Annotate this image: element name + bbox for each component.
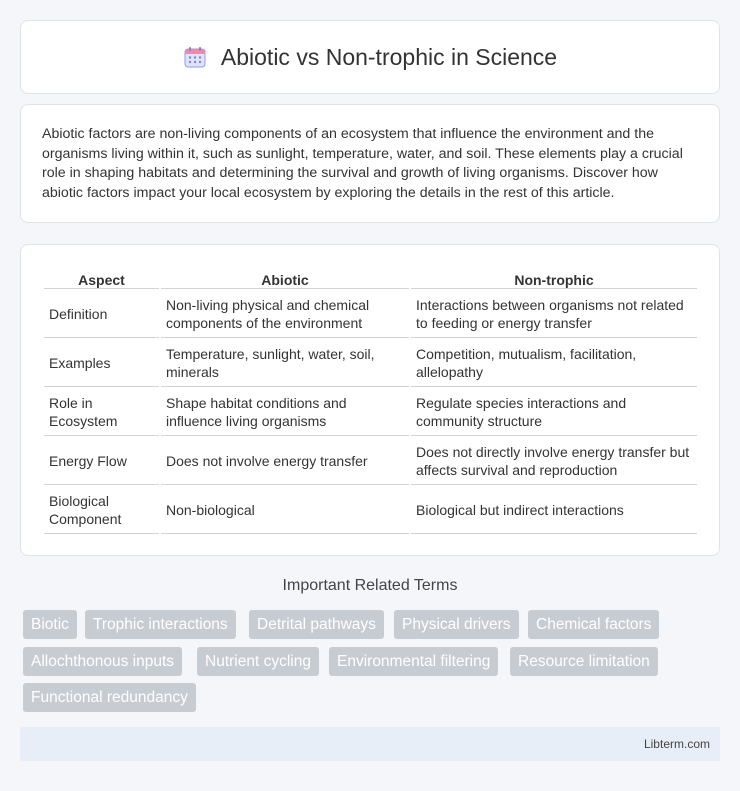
cell-aspect: Role in Ecosystem bbox=[44, 389, 159, 436]
table-row bbox=[44, 438, 697, 485]
cell-non-trophic: Interactions between organisms not related to feeding or energy transfer bbox=[411, 291, 697, 338]
intro-text: Abiotic factors are non-living components of an ecosystem that influence the environment and the organisms living within it, such as sunlight, temperature, water, and soil. These elements play a crucial role in shaping habitats and determining the survival and growth of living organisms. Discover how abiotic factors impact your local ecosystem by exploring the details in the rest of this article. bbox=[42, 126, 683, 201]
cell-non-trophic: Does not directly involve energy transfer but affects survival and reproduction bbox=[411, 438, 697, 485]
header-non-trophic: Non-trophic bbox=[411, 267, 697, 289]
tag-physical-drivers[interactable]: Physical drivers bbox=[394, 610, 519, 639]
related-terms-title: Important Related Terms bbox=[282, 577, 458, 594]
cell-abiotic: Non-living physical and chemical components of the environment bbox=[161, 291, 409, 338]
cell-non-trophic: Regulate species interactions and community structure bbox=[411, 389, 697, 436]
cell-aspect: Biological Component bbox=[44, 487, 159, 534]
tag-detrital-pathways[interactable]: Detrital pathways bbox=[249, 610, 384, 639]
header-abiotic: Abiotic bbox=[161, 267, 409, 289]
tag-chemical-factors[interactable]: Chemical factors bbox=[528, 610, 659, 639]
header-aspect: Aspect bbox=[44, 267, 159, 289]
comparison-table-card bbox=[20, 244, 720, 556]
footer bbox=[20, 727, 720, 761]
header-card bbox=[20, 20, 720, 94]
tag-trophic-interactions[interactable]: Trophic interactions bbox=[85, 610, 236, 639]
table-header-row bbox=[44, 267, 697, 289]
tag-biotic[interactable]: Biotic bbox=[23, 610, 77, 639]
tag-environmental-filtering[interactable]: Environmental filtering bbox=[329, 647, 498, 676]
cell-aspect: Energy Flow bbox=[44, 438, 159, 485]
cell-abiotic: Temperature, sunlight, water, soil, minerals bbox=[161, 340, 409, 387]
tag-allochthonous-inputs[interactable]: Allochthonous inputs bbox=[23, 647, 182, 676]
tag-functional-redundancy[interactable]: Functional redundancy bbox=[23, 683, 196, 712]
tag-nutrient-cycling[interactable]: Nutrient cycling bbox=[197, 647, 319, 676]
page-title: Abiotic vs Non-trophic in Science bbox=[220, 43, 558, 70]
calendar-icon bbox=[183, 45, 207, 69]
cell-aspect: Definition bbox=[44, 291, 159, 338]
cell-non-trophic: Biological but indirect interactions bbox=[411, 487, 697, 534]
cell-abiotic: Non-biological bbox=[161, 487, 409, 534]
table-row bbox=[44, 487, 697, 534]
comparison-table bbox=[42, 265, 699, 536]
table-row bbox=[44, 340, 697, 387]
footer-site-link[interactable]: Libterm.com bbox=[643, 737, 710, 751]
table-row bbox=[44, 389, 697, 436]
cell-aspect: Examples bbox=[44, 340, 159, 387]
intro-card bbox=[20, 104, 720, 223]
cell-non-trophic: Competition, mutualism, facilitation, allelopathy bbox=[411, 340, 697, 387]
cell-abiotic: Does not involve energy transfer bbox=[161, 438, 409, 485]
table-row bbox=[44, 291, 697, 338]
tag-resource-limitation[interactable]: Resource limitation bbox=[510, 647, 658, 676]
cell-abiotic: Shape habitat conditions and influence living organisms bbox=[161, 389, 409, 436]
